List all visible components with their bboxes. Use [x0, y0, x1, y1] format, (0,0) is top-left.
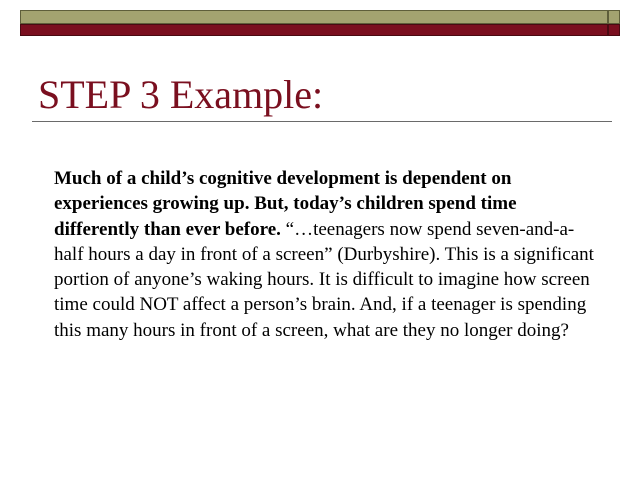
- decorative-header-bar: [20, 10, 608, 36]
- slide-body-paragraph: [54, 166, 594, 343]
- header-bar-olive-stripe: [20, 10, 608, 24]
- header-bar-maroon-stripe: [20, 24, 608, 36]
- body-quote: “…teenagers now spend seven-and-a-half hours a day in front of a screen”: [54, 218, 575, 265]
- body-bold-lead: Much of a child’s cognitive development is dependent on experiences growing up. But, today’s children spend time differently than ever before.: [54, 168, 517, 240]
- body-rest: (Durbyshire). This is a significant portion of anyone’s waking hours. It is difficult to imagine how screen time could NOT affect a person’s brain. And, if a teenager is spending this many hours in front of a screen, what are they no longer doing?: [54, 243, 594, 341]
- title-underline-divider: [32, 121, 612, 122]
- slide-title: STEP 3 Example:: [38, 72, 324, 117]
- header-bar-corner-block: [608, 10, 620, 36]
